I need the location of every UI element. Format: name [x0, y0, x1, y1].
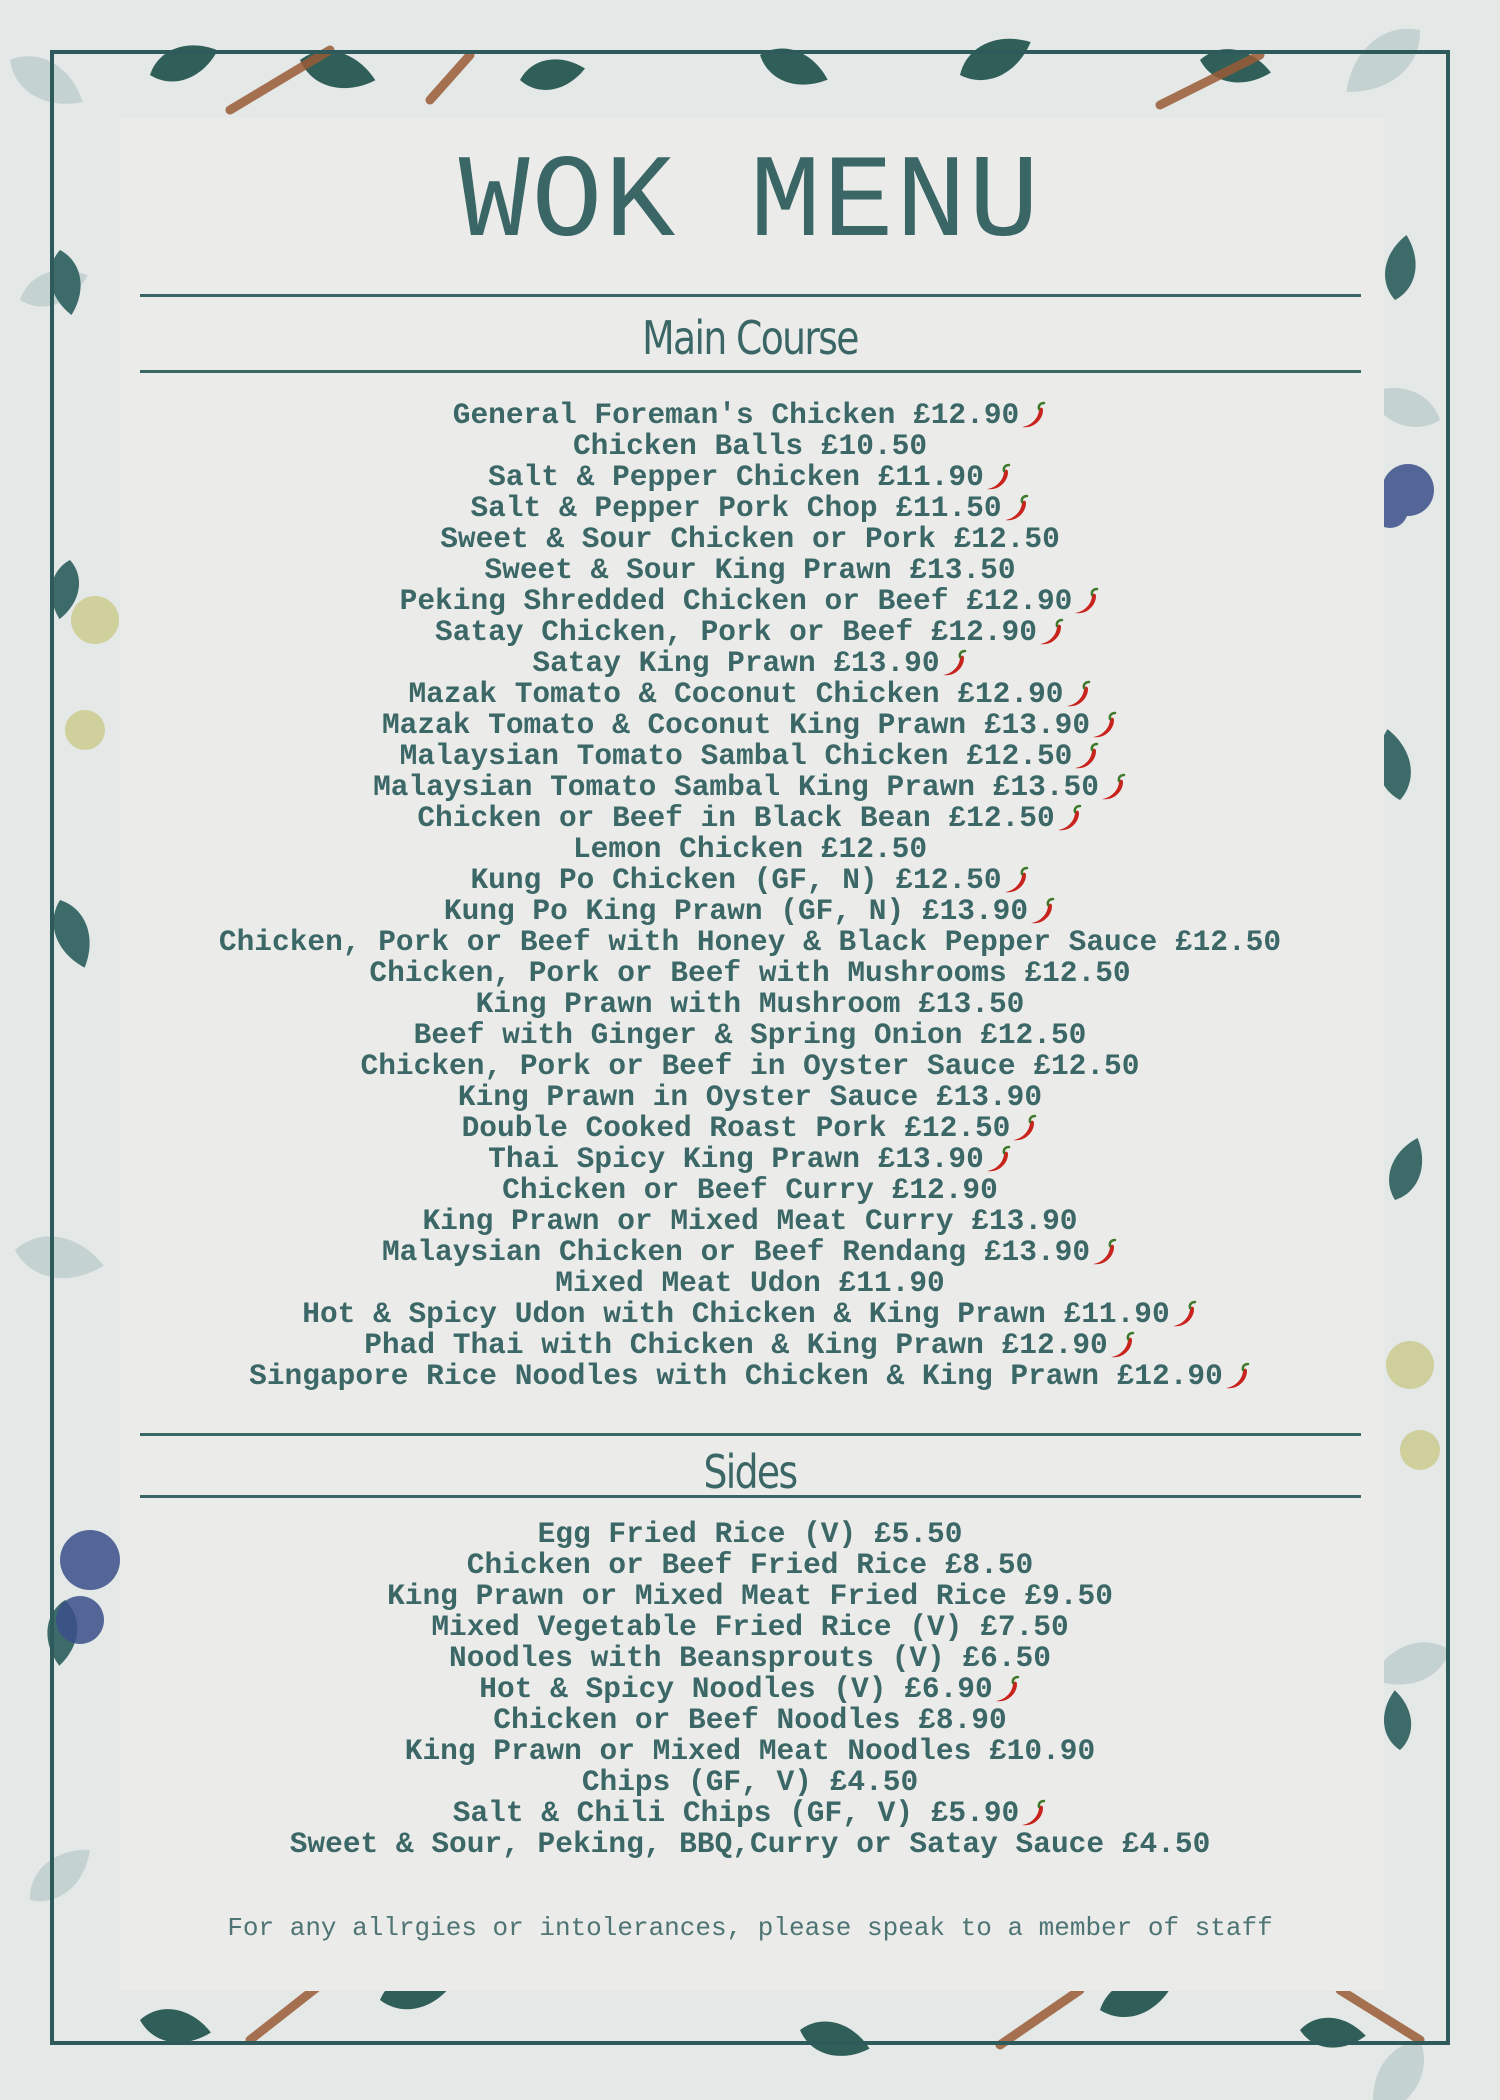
menu-item — [130, 400, 1370, 431]
chili-pepper-icon — [1168, 1299, 1198, 1329]
menu-item — [130, 1206, 1370, 1237]
menu-item — [130, 1829, 1370, 1860]
chili-pepper-icon — [1035, 617, 1065, 647]
menu-item-text: Sweet & Sour Chicken or Pork £12.50 — [440, 522, 1060, 556]
menu-item — [130, 927, 1370, 958]
menu-item-text: King Prawn or Mixed Meat Curry £13.90 — [422, 1204, 1078, 1238]
chili-pepper-icon — [1070, 586, 1100, 616]
chili-pepper-icon — [1008, 1113, 1038, 1143]
menu-item — [130, 1674, 1370, 1705]
menu-item-text: Chicken, Pork or Beef with Honey & Black Pepper Sauce £12.50 — [218, 925, 1282, 959]
chili-pepper-icon — [1017, 1798, 1047, 1828]
menu-item-text: Sweet & Sour, Peking, BBQ,Curry or Satay Sauce £4.50 — [289, 1827, 1211, 1861]
menu-item — [130, 1082, 1370, 1113]
chili-pepper-icon — [1017, 400, 1047, 430]
menu-item — [130, 958, 1370, 989]
menu-item-text: Noodles with Beansprouts (V) £6.50 — [449, 1641, 1051, 1675]
menu-item — [130, 555, 1370, 586]
chili-pepper-icon — [1053, 803, 1083, 833]
menu-item — [130, 648, 1370, 679]
menu-item-text: Double Cooked Roast Pork £12.50 — [461, 1111, 1011, 1145]
menu-item-text: Mazak Tomato & Coconut King Prawn £13.90 — [381, 708, 1091, 742]
menu-item-text: Sweet & Sour King Prawn £13.50 — [484, 553, 1016, 587]
menu-item-text: Egg Fried Rice (V) £5.50 — [537, 1517, 963, 1551]
main-course-heading: Main Course — [642, 311, 858, 365]
menu-item-text: Hot & Spicy Udon with Chicken & King Prawn £11.90 — [302, 1297, 1170, 1331]
menu-item-text: King Prawn in Oyster Sauce £13.90 — [457, 1080, 1043, 1114]
menu-item-text: Thai Spicy King Prawn £13.90 — [488, 1142, 984, 1176]
chili-pepper-icon — [982, 462, 1012, 492]
menu-item-text: Kung Po King Prawn (GF, N) £13.90 — [443, 894, 1029, 928]
menu-item — [130, 865, 1370, 896]
menu-item — [130, 462, 1370, 493]
menu-item — [130, 524, 1370, 555]
menu-item-text: King Prawn or Mixed Meat Fried Rice £9.50 — [387, 1579, 1113, 1613]
menu-item — [130, 1237, 1370, 1268]
menu-item — [130, 1361, 1370, 1392]
section-divider — [140, 370, 1361, 373]
section-divider — [140, 1433, 1361, 1436]
chili-pepper-icon — [1000, 865, 1030, 895]
menu-item-text: King Prawn or Mixed Meat Noodles £10.90 — [404, 1734, 1096, 1768]
menu-item — [130, 1175, 1370, 1206]
chili-pepper-icon — [1062, 679, 1092, 709]
menu-item — [130, 1020, 1370, 1051]
menu-item-text: Satay King Prawn £13.90 — [532, 646, 940, 680]
sides-heading: Sides — [703, 1445, 797, 1499]
menu-item-text: Chicken, Pork or Beef in Oyster Sauce £12.50 — [360, 1049, 1140, 1083]
menu-item — [130, 679, 1370, 710]
chili-pepper-icon — [1070, 741, 1100, 771]
menu-item-text: Salt & Pepper Pork Chop £11.50 — [470, 491, 1002, 525]
menu-item-text: Kung Po Chicken (GF, N) £12.50 — [470, 863, 1002, 897]
menu-item-text: Satay Chicken, Pork or Beef £12.90 — [435, 615, 1037, 649]
menu-item — [130, 617, 1370, 648]
menu-item — [130, 1268, 1370, 1299]
menu-item — [130, 1612, 1370, 1643]
chili-pepper-icon — [1026, 896, 1056, 926]
chili-pepper-icon — [1097, 772, 1127, 802]
menu-item — [130, 1330, 1370, 1361]
menu-item — [130, 989, 1370, 1020]
menu-item-text: Chicken or Beef Fried Rice £8.50 — [466, 1548, 1034, 1582]
menu-title: WOK MENU — [458, 138, 1042, 271]
menu-item — [130, 1113, 1370, 1144]
allergy-note: For any allrgies or intolerances, please speak to a member of staff — [227, 1913, 1273, 1943]
menu-item-text: Chicken or Beef in Black Bean £12.50 — [417, 801, 1055, 835]
chili-pepper-icon — [1221, 1361, 1251, 1391]
menu-item-text: Mazak Tomato & Coconut Chicken £12.90 — [408, 677, 1064, 711]
menu-item — [130, 896, 1370, 927]
menu-item — [130, 1519, 1370, 1550]
menu-item-text: Phad Thai with Chicken & King Prawn £12.90 — [364, 1328, 1108, 1362]
menu-item-text: General Foreman's Chicken £12.90 — [452, 398, 1020, 432]
menu-item-text: Lemon Chicken £12.50 — [572, 832, 928, 866]
menu-item-text: Salt & Pepper Chicken £11.90 — [488, 460, 984, 494]
menu-item — [130, 803, 1370, 834]
menu-item — [130, 493, 1370, 524]
menu-item — [130, 1767, 1370, 1798]
menu-item — [130, 741, 1370, 772]
menu-item — [130, 1550, 1370, 1581]
menu-item-text: Singapore Rice Noodles with Chicken & King Prawn £12.90 — [249, 1359, 1223, 1393]
menu-item-text: Chips (GF, V) £4.50 — [581, 1765, 919, 1799]
menu-item — [130, 1798, 1370, 1829]
menu-item — [130, 834, 1370, 865]
chili-pepper-icon — [1088, 1237, 1118, 1267]
section-divider — [140, 1495, 1361, 1498]
menu-item — [130, 1144, 1370, 1175]
menu-item-text: Malaysian Tomato Sambal King Prawn £13.50 — [373, 770, 1099, 804]
menu-item — [130, 710, 1370, 741]
menu-item-text: Hot & Spicy Noodles (V) £6.90 — [479, 1672, 993, 1706]
menu-item-text: Chicken, Pork or Beef with Mushrooms £12.50 — [369, 956, 1131, 990]
chili-pepper-icon — [1106, 1330, 1136, 1360]
chili-pepper-icon — [1088, 710, 1118, 740]
menu-item — [130, 431, 1370, 462]
menu-item — [130, 586, 1370, 617]
menu-item — [130, 1051, 1370, 1082]
menu-item-text: Mixed Meat Udon £11.90 — [555, 1266, 945, 1300]
menu-item-text: Salt & Chili Chips (GF, V) £5.90 — [452, 1796, 1020, 1830]
chili-pepper-icon — [938, 648, 968, 678]
section-divider — [140, 294, 1361, 297]
menu-item-text: Chicken or Beef Noodles £8.90 — [493, 1703, 1007, 1737]
menu-item — [130, 1643, 1370, 1674]
menu-item-text: King Prawn with Mushroom £13.50 — [475, 987, 1025, 1021]
menu-item — [130, 772, 1370, 803]
chili-pepper-icon — [991, 1674, 1021, 1704]
menu-item-text: Malaysian Tomato Sambal Chicken £12.50 — [399, 739, 1073, 773]
menu-item-text: Beef with Ginger & Spring Onion £12.50 — [413, 1018, 1087, 1052]
menu-item — [130, 1736, 1370, 1767]
menu-item-text: Malaysian Chicken or Beef Rendang £13.90 — [381, 1235, 1091, 1269]
menu-item — [130, 1705, 1370, 1736]
chili-pepper-icon — [982, 1144, 1012, 1174]
menu-item — [130, 1581, 1370, 1612]
menu-item-text: Mixed Vegetable Fried Rice (V) £7.50 — [431, 1610, 1069, 1644]
sides-list — [130, 1519, 1370, 1860]
chili-pepper-icon — [1000, 493, 1030, 523]
menu-item — [130, 1299, 1370, 1330]
menu-item-text: Chicken or Beef Curry £12.90 — [502, 1173, 998, 1207]
main-course-list — [130, 400, 1370, 1392]
menu-item-text: Peking Shredded Chicken or Beef £12.90 — [399, 584, 1073, 618]
menu-item-text: Chicken Balls £10.50 — [572, 429, 928, 463]
